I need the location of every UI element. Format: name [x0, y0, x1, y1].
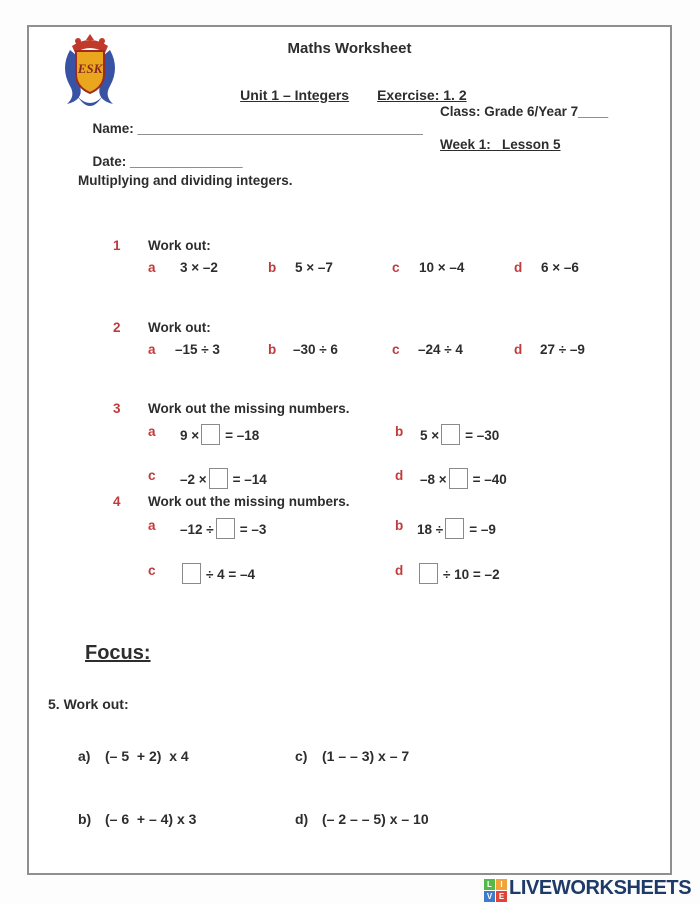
answer-box-4c[interactable] — [182, 563, 201, 584]
week-lesson-label: Week 1: Lesson 5 — [440, 137, 561, 152]
q1a-letter: a — [148, 260, 156, 275]
liveworksheets-wordmark[interactable]: LIVEWORKSHEETS — [509, 877, 692, 899]
q2a-letter: a — [148, 342, 156, 357]
page-title: Maths Worksheet — [287, 40, 412, 57]
focus-heading: Focus: — [85, 642, 151, 664]
q1c-letter: c — [392, 260, 400, 275]
q3c-letter: c — [148, 468, 156, 483]
q2a-expression: –15 ÷ 3 — [175, 342, 220, 357]
q4a-letter: a — [148, 518, 156, 533]
q5c-letter: c) — [295, 748, 308, 764]
class-label: Class: Grade 6/Year 7____ — [440, 104, 609, 119]
logo-tile-v: V — [484, 891, 495, 902]
q2b-letter: b — [268, 342, 277, 357]
q1b-expression: 5 × –7 — [295, 260, 333, 275]
q5a-expression: (– 5 + 2) x 4 — [105, 748, 189, 764]
liveworksheets-logo-icon[interactable] — [484, 879, 507, 902]
q2c-expression: –24 ÷ 4 — [418, 342, 463, 357]
svg-text:ESK: ESK — [77, 61, 103, 76]
q5d-letter: d) — [295, 811, 309, 827]
date-label: Date: — [92, 153, 131, 169]
q1d-letter: d — [514, 260, 523, 275]
question-1-prompt: Work out: — [148, 238, 211, 253]
page-subtitle — [27, 69, 672, 104]
q1c-expression: 10 × –4 — [419, 260, 465, 275]
answer-box-4b[interactable] — [445, 518, 464, 539]
question-1-number: 1 — [113, 238, 121, 253]
q2b-expression: –30 ÷ 6 — [293, 342, 338, 357]
question-4-number: 4 — [113, 494, 121, 509]
liveworksheets-footer — [484, 875, 691, 902]
question-2-number: 2 — [113, 320, 121, 335]
q5b-expression: (– 6 + – 4) x 3 — [105, 811, 197, 827]
answer-box-3c[interactable] — [209, 468, 228, 489]
q4d-equation: ÷ 10 = –2 — [417, 563, 500, 584]
question-5-prompt: 5. Work out: — [48, 696, 129, 712]
q1a-expression: 3 × –2 — [180, 260, 218, 275]
q1d-expression: 6 × –6 — [541, 260, 579, 275]
name-row — [85, 104, 423, 138]
answer-box-3d[interactable] — [449, 468, 468, 489]
name-label: Name: — [92, 120, 138, 136]
topic-heading: Multiplying and dividing integers. — [78, 173, 293, 188]
q4c-letter: c — [148, 563, 156, 578]
q3c-equation: –2 × = –14 — [180, 468, 267, 489]
question-3-prompt: Work out the missing numbers. — [148, 401, 350, 416]
q3b-letter: b — [395, 424, 404, 439]
date-row — [85, 137, 243, 171]
question-3-number: 3 — [113, 401, 121, 416]
q5b-letter: b) — [78, 811, 92, 827]
q2c-letter: c — [392, 342, 400, 357]
date-blank-line: _______________ — [130, 153, 243, 169]
q3a-equation: 9 × = –18 — [180, 424, 259, 445]
exercise-label: Exercise: 1. 2 — [377, 86, 467, 103]
q2d-expression: 27 ÷ –9 — [540, 342, 585, 357]
unit-label: Unit 1 – Integers — [240, 86, 350, 103]
q4a-equation: –12 ÷ = –3 — [180, 518, 266, 539]
q3d-letter: d — [395, 468, 404, 483]
q4b-equation: 18 ÷ = –9 — [417, 518, 496, 539]
logo-tile-e: E — [496, 891, 507, 902]
q3d-equation: –8 × = –40 — [420, 468, 507, 489]
answer-box-3a[interactable] — [201, 424, 220, 445]
q5a-letter: a) — [78, 748, 91, 764]
q2d-letter: d — [514, 342, 523, 357]
q4c-equation: ÷ 4 = –4 — [180, 563, 255, 584]
answer-box-4d[interactable] — [419, 563, 438, 584]
answer-box-3b[interactable] — [441, 424, 460, 445]
q3b-equation: 5 × = –30 — [420, 424, 499, 445]
logo-tile-i: I — [496, 879, 507, 890]
question-2-prompt: Work out: — [148, 320, 211, 335]
q3a-letter: a — [148, 424, 156, 439]
name-blank-line: ______________________________________ — [137, 120, 423, 136]
question-4-prompt: Work out the missing numbers. — [148, 494, 350, 509]
q1b-letter: b — [268, 260, 277, 275]
logo-tile-l: L — [484, 879, 495, 890]
q4b-letter: b — [395, 518, 404, 533]
q4d-letter: d — [395, 563, 404, 578]
q5c-expression: (1 – – 3) x – 7 — [322, 748, 410, 764]
q5d-expression: (– 2 – – 5) x – 10 — [322, 811, 429, 827]
answer-box-4a[interactable] — [216, 518, 235, 539]
